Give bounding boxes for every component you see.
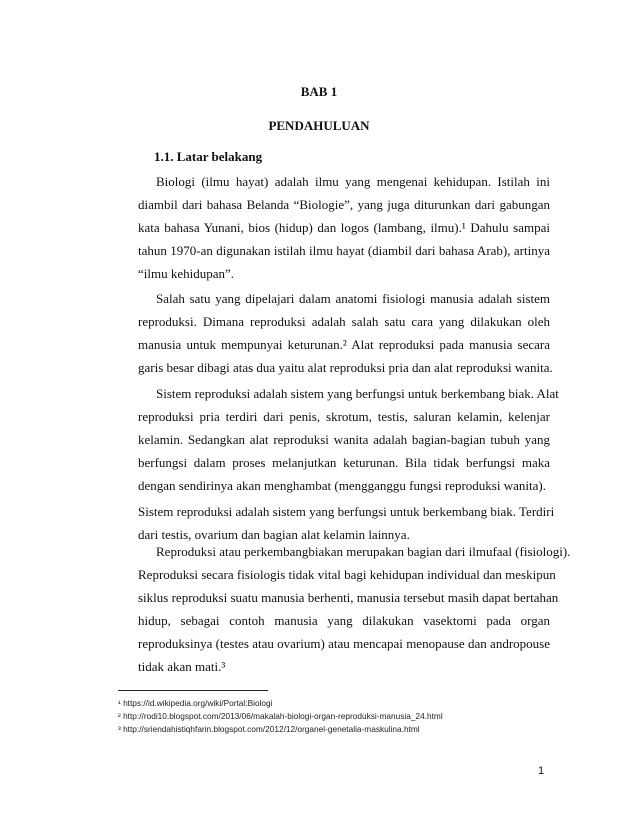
paragraph-line: Reproduksi atau perkembangbiakan merupakan bagian dari ilmufaal (fisiologi). xyxy=(156,544,571,559)
paragraph-line: dari testis, ovarium dan bagian alat kelamin lainnya. xyxy=(138,527,410,542)
paragraph-2 xyxy=(138,287,553,379)
footnote-3[interactable]: ³ http://sriendahistiqhfarin.blogspot.com/2012/12/organel-genetalia-maskulina.html xyxy=(118,724,420,734)
footnote-1[interactable]: ¹ https://id.wikipedia.org/wiki/Portal:Biologi xyxy=(118,698,273,708)
paragraph-line: manusia untuk mempunyai keturunan.² Alat reproduksi pada manusia secara xyxy=(138,337,550,352)
page-number: 1 xyxy=(538,765,545,777)
paragraph-line: Salah satu yang dipelajari dalam anatomi fisiologi manusia adalah sistem xyxy=(156,291,550,306)
paragraph-line: “ilmu kehidupan”. xyxy=(138,266,235,281)
paragraph-line: tidak akan mati.³ xyxy=(138,659,226,674)
paragraph-line: kelamin. Sedangkan alat reproduksi wanita adalah bagian-bagian tubuh yang xyxy=(138,432,550,447)
paragraph-line: kata bahasa Yunani, bios (hidup) dan logos (lambang, ilmu).¹ Dahulu sampai xyxy=(138,220,550,235)
paragraph-line: reproduksi pria terdiri dari penis, skrotum, testis, saluran kelamin, kelenjar xyxy=(138,409,550,424)
paragraph-line: siklus reproduksi suatu manusia berhenti, manusia tersebut masih dapat bertahan xyxy=(138,590,559,605)
paragraph-line: tahun 1970-an digunakan istilah ilmu hayat (diambil dari bahasa Arab), artinya xyxy=(138,243,550,258)
paragraph-line: Reproduksi secara fisiologis tidak vital bagi kehidupan individual dan meskipun xyxy=(138,567,556,582)
paragraph-line: diambil dari bahasa Belanda “Biologie”, yang juga diturunkan dari gabungan xyxy=(138,197,550,212)
paragraph-3 xyxy=(138,382,559,497)
footnote-separator xyxy=(118,690,268,691)
chapter-title: PENDAHULUAN xyxy=(268,118,370,133)
paragraph-1 xyxy=(138,170,550,285)
paragraph-5 xyxy=(138,540,571,678)
paragraph-line: Sistem reproduksi adalah sistem yang berfungsi untuk berkembang biak. Terdiri xyxy=(138,504,555,519)
footnotes xyxy=(118,697,443,736)
footnote-2[interactable]: ² http://rodi10.blogspot.com/2013/06/makalah-biologi-organ-reproduksi-manusia_24.html xyxy=(118,711,443,721)
paragraph-line: berfungsi dalam proses melanjutkan keturunan. Bila tidak berfungsi maka xyxy=(138,455,550,470)
paragraph-line: hidup, sebagai contoh manusia yang dilakukan vasektomi pada organ xyxy=(138,613,550,628)
paragraph-line: reproduksi. Dimana reproduksi adalah salah satu cara yang dilakukan oleh xyxy=(138,314,550,329)
paragraph-line: Biologi (ilmu hayat) adalah ilmu yang mengenai kehidupan. Istilah ini xyxy=(156,174,550,189)
chapter-label: BAB 1 xyxy=(300,84,338,99)
paragraph-line: reproduksinya (testes atau ovarium) atau mencapai menopause dan andropouse xyxy=(138,636,550,651)
paragraph-line: Sistem reproduksi adalah sistem yang berfungsi untuk berkembang biak. Alat xyxy=(156,386,559,401)
paragraph-line: garis besar dibagi atas dua yaitu alat reproduksi pria dan alat reproduksi wanita. xyxy=(138,360,553,375)
section-heading: 1.1. Latar belakang xyxy=(154,149,263,164)
paragraph-line: dengan sendirinya akan menghambat (mengganggu fungsi reproduksi wanita). xyxy=(138,478,546,493)
